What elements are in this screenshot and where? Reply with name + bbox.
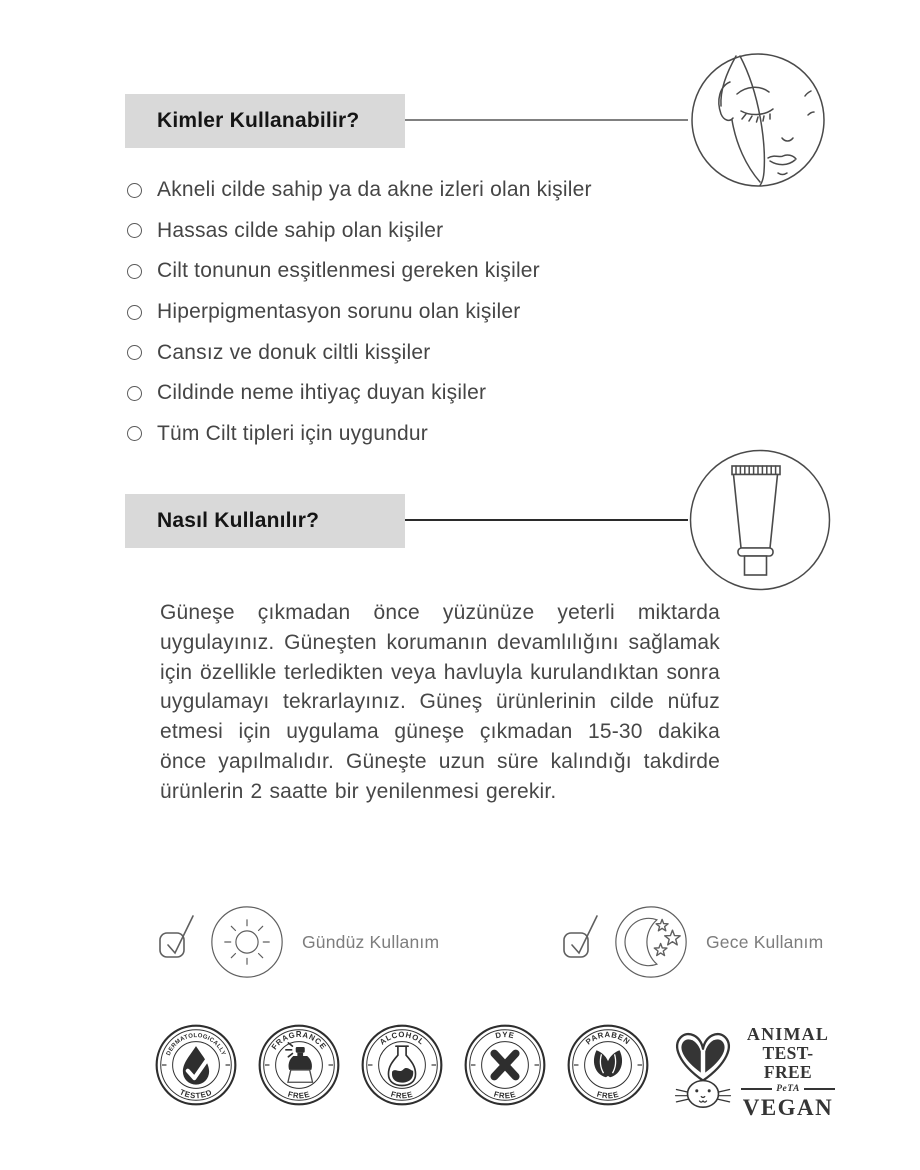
bunny-heart-icon <box>672 1024 734 1116</box>
circle-bullet-icon <box>127 426 142 441</box>
circle-bullet-icon <box>127 183 142 198</box>
usage-day <box>158 904 439 980</box>
list-item <box>127 373 592 414</box>
svg-text:FREE <box>596 1089 620 1100</box>
dye-free-badge <box>464 1024 546 1106</box>
dermatologically-tested-badge <box>155 1024 237 1106</box>
who-connector-line <box>405 119 688 121</box>
tube-icon <box>689 449 831 591</box>
badge-bottom-text: FREE <box>595 1089 621 1101</box>
perfume-icon <box>286 1043 313 1082</box>
paraben-free-badge <box>567 1024 649 1106</box>
divider-line <box>804 1088 835 1090</box>
how-to-use-header <box>125 494 405 548</box>
circle-bullet-icon <box>127 223 142 238</box>
list-item <box>127 170 592 211</box>
svg-text:FREE <box>390 1089 414 1100</box>
list-item-text: Hiperpigmentasyon sorunu olan kişiler <box>157 300 521 324</box>
svg-text:DYE <box>495 1030 516 1040</box>
badge-top-text: FRAGRANCE <box>269 1030 329 1052</box>
list-item-text: Cilt tonunun esşitlenmesi gereken kişiler <box>157 259 540 283</box>
leaves-icon <box>594 1050 622 1077</box>
peta-divider <box>741 1084 835 1094</box>
peta-line-vegan: VEGAN <box>742 1095 834 1120</box>
x-mark-icon <box>494 1054 515 1077</box>
list-item-text: Cansız ve donuk ciltli kisşiler <box>157 340 431 364</box>
peta-line-animal: ANIMAL <box>746 1024 830 1044</box>
badge-bottom-text: FREE <box>389 1089 415 1101</box>
badge-top-text: PARABEN <box>584 1030 632 1047</box>
usage-night <box>562 904 823 980</box>
list-item <box>127 292 592 333</box>
badge-top-text: DYE <box>494 1030 516 1041</box>
list-item-text: Tüm Cilt tipleri için uygundur <box>157 421 428 445</box>
alcohol-free-badge <box>361 1024 443 1106</box>
face-icon <box>688 52 828 192</box>
circle-bullet-icon <box>127 386 142 401</box>
list-item-text: Hassas cilde sahip olan kişiler <box>157 218 444 242</box>
day-use-label: Gündüz Kullanım <box>302 931 440 952</box>
flask-icon <box>388 1046 415 1085</box>
checkbox-checked-icon <box>158 909 198 961</box>
badge-bottom-text: TESTED <box>178 1087 214 1101</box>
fragrance-free-badge <box>258 1024 340 1106</box>
list-item <box>127 251 592 292</box>
moon-icon <box>614 905 688 979</box>
list-item <box>127 332 592 373</box>
who-can-use-list <box>127 170 592 454</box>
svg-text:ALCOHOL <box>378 1030 426 1047</box>
circle-bullet-icon <box>127 305 142 320</box>
sun-icon <box>210 905 284 979</box>
list-item-text: Cildinde neme ihtiyaç duyan kişiler <box>157 381 487 405</box>
list-item-text: Akneli cilde sahip ya da akne izleri olan kişiler <box>157 178 592 202</box>
badge-top-text: DERMATOLOGICALLY <box>165 1033 227 1057</box>
section-title: Kimler Kullanabilir? <box>157 109 360 132</box>
circle-bullet-icon <box>127 345 142 360</box>
certification-badges <box>155 1024 649 1106</box>
peta-text-block <box>741 1024 835 1120</box>
svg-text:PARABEN <box>584 1030 632 1046</box>
list-item <box>127 211 592 252</box>
svg-text:FREE <box>287 1089 311 1100</box>
badge-bottom-text: FREE <box>286 1089 312 1101</box>
badge-top-text: ALCOHOL <box>377 1030 427 1047</box>
list-item <box>127 414 592 455</box>
how-connector-line <box>405 519 688 521</box>
droplet-check-icon <box>183 1046 209 1085</box>
peta-vegan-logo <box>672 1024 835 1120</box>
section-title: Nasıl Kullanılır? <box>157 509 320 532</box>
badge-bottom-text: FREE <box>492 1089 518 1101</box>
divider-line <box>741 1088 772 1090</box>
svg-text:FREE <box>493 1089 517 1100</box>
circle-bullet-icon <box>127 264 142 279</box>
who-can-use-header <box>125 94 405 148</box>
how-to-use-paragraph: Güneşe çıkmadan önce yüzünüze yeterli miktarda uygulayınız. Güneşten korumanın devamlılığını sağlamak için özellikle terledikten veya havluyla kurulandıktan sonra uygulamayı tekrarlayınız. Güneş ürünlerinin cilde nüfuz etmesi için uygulama güneşe çıkmadan 15-30 dakika önce yapılmalıdır. Güneşte uzun süre kalındığı takdirde ürünlerin 2 saatte bir yenilenmesi gerekir. <box>160 601 720 803</box>
peta-line-testfree: TEST-FREE <box>762 1043 814 1082</box>
peta-brand: PeTA <box>776 1084 800 1094</box>
night-use-label: Gece Kullanım <box>706 931 824 952</box>
checkbox-checked-icon <box>562 909 602 961</box>
